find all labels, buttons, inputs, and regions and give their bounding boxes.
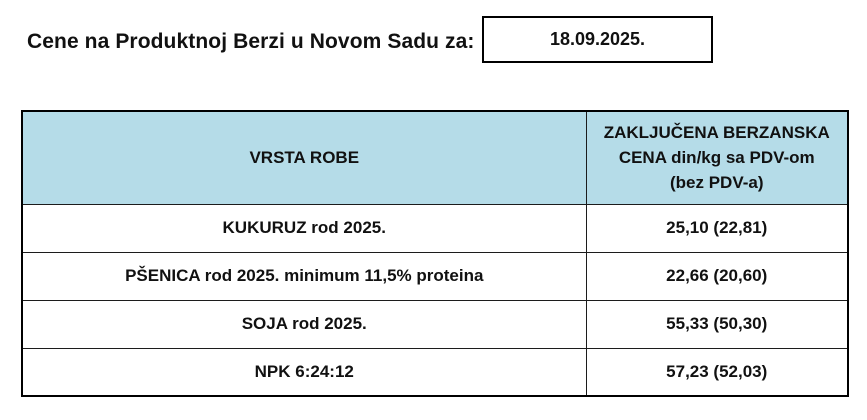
table-row [22,252,848,300]
price-cell: 55,33 (50,30) [586,300,848,348]
table-row [22,300,848,348]
price-cell: 22,66 (20,60) [586,252,848,300]
commodity-cell: NPK 6:24:12 [22,348,586,396]
report-date-box [482,16,713,63]
column-header-price-line3: (bez PDV-a) [669,173,764,193]
commodity-cell: SOJA rod 2025. [22,300,586,348]
column-header-price-line1: ZAKLJUČENA BERZANSKA [603,123,830,143]
table-header-row [22,111,848,204]
report-date: 18.09.2025. [549,29,646,49]
table-row [22,348,848,396]
title-bar [0,0,867,80]
commodity-cell: PŠENICA rod 2025. minimum 11,5% proteina [22,252,586,300]
price-cell: 25,10 (22,81) [586,204,848,252]
column-header-commodity-label: VRSTA ROBE [249,148,360,168]
page-title: Cene na Produktnoj Berzi u Novom Sadu za: [27,30,475,53]
price-cell: 57,23 (52,03) [586,348,848,396]
table-row [22,204,848,252]
column-header-commodity [22,111,586,204]
commodity-cell: KUKURUZ rod 2025. [22,204,586,252]
price-table [21,110,849,397]
column-header-price-line2: CENA din/kg sa PDV-om [618,148,815,168]
column-header-price [586,111,848,204]
